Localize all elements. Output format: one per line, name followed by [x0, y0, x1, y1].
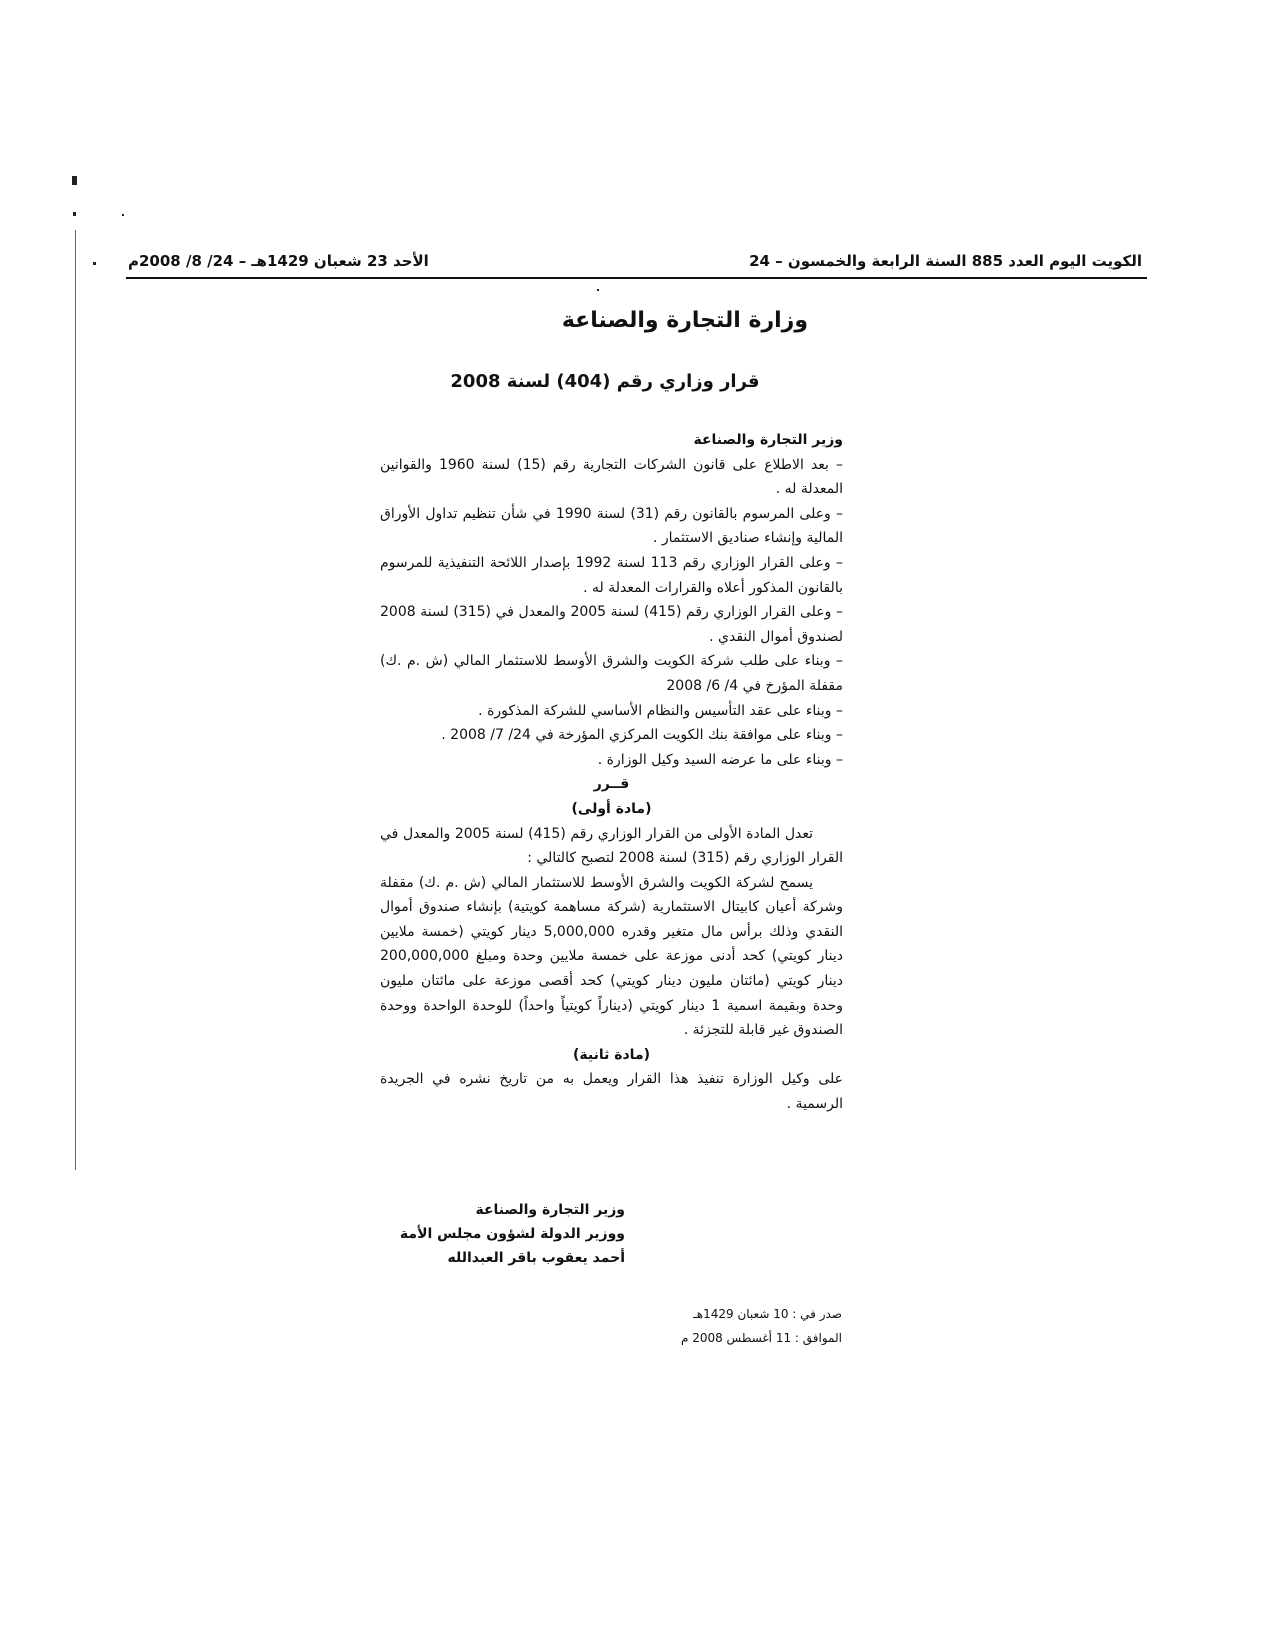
- signature-block: [383, 1198, 625, 1270]
- signature-name: أحمد يعقوب باقر العبدالله: [447, 1250, 625, 1266]
- preamble-item: – وبناء على ما عرضه السيد وكيل الوزارة .: [597, 751, 843, 768]
- preamble-item: – وبناء على طلب شركة الكويت والشرق الأوسط للاستثمار المالي (ش .م .ك) مقفلة المؤرخ في 4/ 6/ 2008: [380, 653, 843, 694]
- header-date: الأحد 23 شعبان 1429هـ – 24/ 8/ 2008م: [128, 252, 429, 270]
- preamble-item: – وعلى القرار الوزاري رقم 113 لسنة 1992 بإصدار اللائحة التنفيذية للمرسوم بالقانون المذكور أعلاه والقرارات المعدلة له .: [380, 554, 844, 596]
- ministry-name: وزارة التجارة والصناعة: [561, 308, 808, 333]
- preamble-item: – وبناء على عقد التأسيس والنظام الأساسي للشركة المذكورة .: [478, 702, 843, 719]
- preamble-item: – وعلى القرار الوزاري رقم (415) لسنة 2005 والمعدل في (315) لسنة 2008 لصندوق أموال النقدي .: [380, 604, 843, 645]
- issued-block: [660, 1302, 842, 1350]
- decision-title: قرار وزاري رقم (404) لسنة 2008: [450, 371, 760, 392]
- decision-body: [380, 428, 843, 1117]
- scan-speck: [122, 214, 124, 216]
- header-rule: [126, 277, 1147, 279]
- article-2-paragraph: على وكيل الوزارة تنفيذ هذا القرار ويعمل به من تاريخ نشره في الجريدة الرسمية .: [380, 1071, 843, 1113]
- article-2-heading: (مادة ثانية): [572, 1046, 651, 1063]
- decides-heading: قــرر: [593, 776, 630, 793]
- preamble-item: – وعلى المرسوم بالقانون رقم (31) لسنة 1990 في شأن تنظيم تداول الأوراق المالية وإنشاء صناديق الاستثمار .: [380, 505, 843, 547]
- signature-title: ووزير الدولة لشؤون مجلس الأمة: [399, 1226, 625, 1242]
- issued-gregorian-date: الموافق : 11 أغسطس 2008 م: [680, 1331, 842, 1345]
- issued-hijri-date: صدر في : 10 شعبان 1429هـ: [693, 1307, 842, 1321]
- preamble-item: – وبناء على موافقة بنك الكويت المركزي المؤرخة في 24/ 7/ 2008 .: [441, 727, 843, 744]
- signature-title: وزير التجارة والصناعة: [475, 1202, 625, 1218]
- scan-speck: [93, 262, 96, 265]
- minister-heading: وزير التجارة والصناعة: [693, 432, 843, 448]
- scan-speck: [72, 176, 77, 185]
- article-1-heading: (مادة أولى): [571, 800, 652, 817]
- scan-margin-line: [75, 230, 76, 1170]
- article-1-paragraph: يسمح لشركة الكويت والشرق الأوسط للاستثمار المالي (ش .م .ك) مقفلة وشركة أعيان كابيتال الاستثمارية (شركة مساهمة كويتية) بإنشاء صندوق أموال النقدي وذلك برأس مال متغير وقدره 5,000,000 دينار كويتي (خمسة ملايين دينار كويتي) كحد أدنى موزعة على خمسة ملايين وحدة ومبلغ 200,000,000 دينار كويتي (مائتان مليون دينار كويتي) كحد أقصى موزعة على مائتان مليون وحدة وبقيمة اسمية 1 دينار كويتي (ديناراً كويتياً واحداً) للوحدة الواحدة ووحدة الصندوق غير قابلة للتجزئة .: [380, 874, 843, 1039]
- article-1-paragraph: تعدل المادة الأولى من القرار الوزاري رقم (415) لسنة 2005 والمعدل في القرار الوزاري رقم (315) لسنة 2008 لتصبح كالتالي :: [380, 825, 843, 867]
- scan-speck: [597, 289, 599, 291]
- preamble-item: – بعد الاطلاع على قانون الشركات التجارية رقم (15) لسنة 1960 والقوانين المعدلة له .: [380, 456, 843, 498]
- scan-speck: [73, 212, 76, 216]
- header-issue-info: الكويت اليوم العدد 885 السنة الرابعة والخمسون – 24: [749, 252, 1142, 270]
